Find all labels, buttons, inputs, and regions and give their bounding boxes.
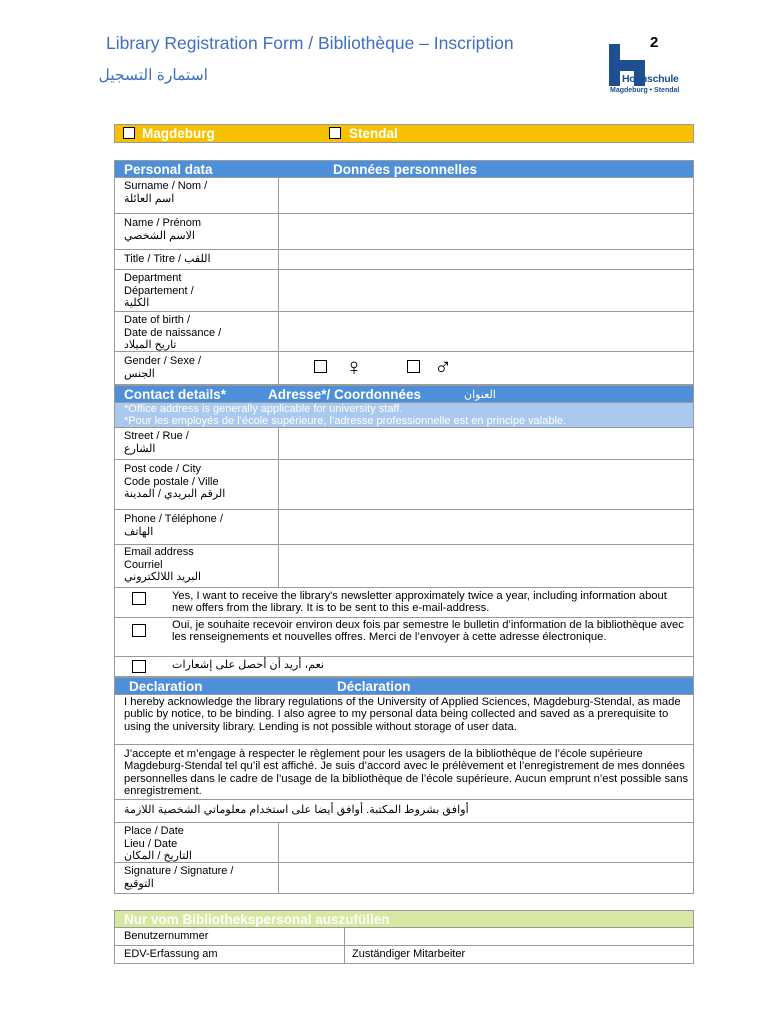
place-date-row xyxy=(114,823,694,863)
phone-field[interactable] xyxy=(279,510,693,544)
personal-data-header xyxy=(114,160,694,178)
title-field[interactable] xyxy=(279,250,693,269)
personal-header-en: Personal data xyxy=(124,162,213,177)
contact-note-fr: *Pour les employés de l’école supérieure, l’adresse professionnelle est en principe valable. xyxy=(124,415,567,427)
staff-row-2 xyxy=(114,946,694,964)
signature-label: Signature / Signature / التوقيع xyxy=(124,865,234,890)
post-label: Post code / City Code postale / Ville الرقم البريدي / المدينة xyxy=(124,463,226,500)
post-row xyxy=(114,460,694,510)
gender-row xyxy=(114,352,694,385)
page-title: Library Registration Form / Bibliothèque – Inscription xyxy=(106,33,514,53)
email-field[interactable] xyxy=(279,545,693,587)
department-label: Department Département / الكلية xyxy=(124,272,194,309)
staff-header xyxy=(114,910,694,928)
edv-label: EDV-Erfassung am xyxy=(124,948,218,960)
user-number-label: Benutzernummer xyxy=(124,930,209,942)
declaration-header xyxy=(114,677,694,695)
declaration-header-fr: Déclaration xyxy=(337,679,411,694)
contact-header-ar: العنوان xyxy=(464,389,496,401)
surname-row xyxy=(114,178,694,214)
declaration-ar-row xyxy=(114,800,694,823)
declaration-fr-row xyxy=(114,745,694,800)
newsletter-en-text: Yes, I want to receive the library's newsletter approximately twice a year, including information about new offers from the library. It is to be sent to this e-mail-address. xyxy=(172,590,667,615)
surname-field[interactable] xyxy=(279,178,693,213)
declaration-en-row xyxy=(114,695,694,745)
declaration-fr-text: J’accepte et m’engage à respecter le règlement pour les usagers de la bibliothèque de l’école supérieure Magdeburg-Stendal tel qu’il est affiché. Je suis d’accord avec le prélèvement et l’enregistrement de mes données personnelles dans le cadre de l’usage de la bibliothèque de l’école supérieure. Aucun emprunt n’est possible sans enregistrement. xyxy=(124,748,689,798)
newsletter-ar-checkbox[interactable] xyxy=(132,660,146,673)
signature-field[interactable] xyxy=(279,863,693,893)
phone-row xyxy=(114,510,694,545)
newsletter-en-checkbox[interactable] xyxy=(132,592,146,605)
staff-header-label: Nur vom Bibliothekspersonal auszufüllen xyxy=(124,912,390,927)
title-label: Title / Titre / اللقب xyxy=(124,253,211,265)
page-title-arabic: استمارة التسجيل xyxy=(98,67,208,84)
newsletter-fr-row xyxy=(114,618,694,657)
street-label: Street / Rue / الشارع xyxy=(124,430,189,455)
contact-header xyxy=(114,385,694,403)
gender-label: Gender / Sexe / الجنس xyxy=(124,355,202,380)
name-label: Name / Prénom الاسم الشخصي xyxy=(124,217,202,242)
email-row xyxy=(114,545,694,588)
name-field[interactable] xyxy=(279,214,693,249)
newsletter-fr-checkbox[interactable] xyxy=(132,624,146,637)
female-icon: ♀ xyxy=(345,354,363,381)
newsletter-ar-text: نعم، أريد أن أحصل على إشعارات xyxy=(172,659,325,671)
place-date-label: Place / Date Lieu / Date التاريخ / المكان xyxy=(124,825,192,862)
post-field[interactable] xyxy=(279,460,693,509)
street-row xyxy=(114,427,694,460)
logo-name: Hochschule xyxy=(622,73,679,85)
phone-label: Phone / Téléphone / الهاتف xyxy=(124,513,223,538)
magdeburg-checkbox[interactable] xyxy=(123,127,135,139)
name-row xyxy=(114,214,694,250)
declaration-header-en: Declaration xyxy=(129,679,203,694)
newsletter-ar-row xyxy=(114,657,694,677)
contact-header-en: Contact details* xyxy=(124,387,227,402)
surname-label: Surname / Nom / اسم العائلة xyxy=(124,180,208,205)
newsletter-en-row xyxy=(114,588,694,618)
title-row xyxy=(114,250,694,270)
email-label: Email address Courriel البريد اللالكتروني xyxy=(124,546,202,583)
staff-row-1 xyxy=(114,928,694,946)
contact-note-en: *Office address is generally applicable for university staff. xyxy=(124,403,403,415)
place-date-field[interactable] xyxy=(279,823,693,862)
stendal-label: Stendal xyxy=(349,126,398,141)
responsible-label: Zuständiger Mitarbeiter xyxy=(352,948,466,960)
dob-row xyxy=(114,312,694,352)
gender-male-checkbox[interactable] xyxy=(407,360,420,373)
logo-subtitle: Magdeburg • Stendal xyxy=(610,87,680,94)
contact-note xyxy=(114,403,694,427)
personal-header-fr: Données personnelles xyxy=(333,162,478,177)
contact-header-fr: Adresse*/ Coordonnées xyxy=(268,387,422,402)
street-field[interactable] xyxy=(279,428,693,459)
gender-female-checkbox[interactable] xyxy=(314,360,327,373)
university-logo xyxy=(606,30,692,100)
magdeburg-label: Magdeburg xyxy=(142,126,215,141)
declaration-ar-text: أوافق بشروط المكتبة. أوافق أيضا على استخدام معلوماتي الشخصية اللازمة xyxy=(124,804,469,816)
user-number-field[interactable] xyxy=(345,928,693,945)
location-selector xyxy=(114,124,694,143)
department-row xyxy=(114,270,694,312)
male-icon: ♂ xyxy=(434,354,452,381)
declaration-en-text: I hereby acknowledge the library regulations of the University of Applied Sciences, Magdeburg-Stendal, as made public by notice, to be binding. I also agree to my personal data being collected and saved as a prerequisite to using the university library. Lending is not possible without storage of user data. xyxy=(124,696,681,733)
stendal-checkbox[interactable] xyxy=(329,127,341,139)
dob-label: Date of birth / Date de naissance / تاريخ الميلاد xyxy=(124,314,222,351)
dob-field[interactable] xyxy=(279,312,693,351)
signature-row xyxy=(114,863,694,894)
logo-superscript: 2 xyxy=(650,34,659,51)
department-field[interactable] xyxy=(279,270,693,311)
newsletter-fr-text: Oui, je souhaite recevoir environ deux fois par semestre le bulletin d’information de la bibliothèque avec les renseignements et nouvelles offres. Merci de l’envoyer à cette adresse électronique. xyxy=(172,619,684,644)
